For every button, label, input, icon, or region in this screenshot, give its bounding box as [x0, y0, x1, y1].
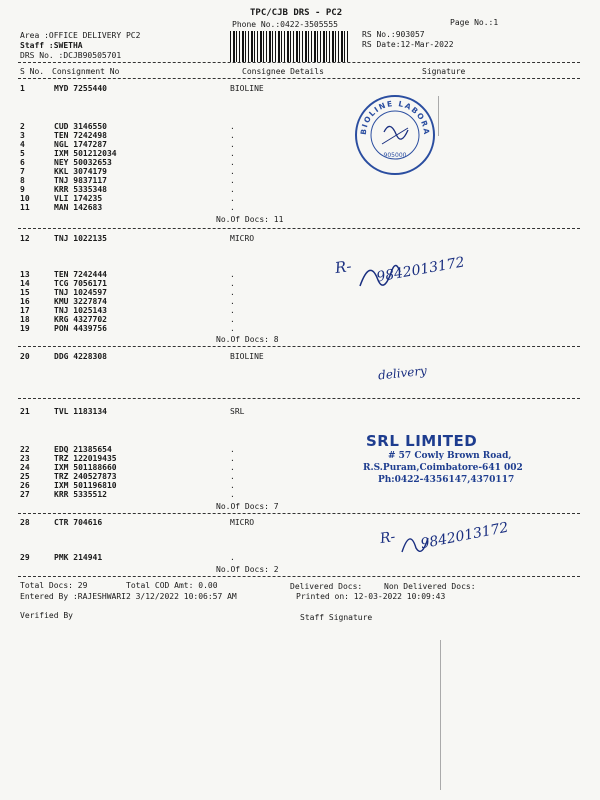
row-consignee: SRL [230, 407, 245, 416]
row-consignee: . [230, 472, 235, 481]
column-consignee-details: Consignee Details [242, 67, 324, 76]
docs-count: No.Of Docs: 8 [216, 335, 279, 344]
row-consignment: DDG 4228308 [54, 352, 107, 361]
row-sno: 22 [20, 445, 30, 454]
row-sno: 7 [20, 167, 25, 176]
handwritten-delivery-note: delivery [377, 363, 428, 383]
entered-by: Entered By :RAJESHWARI2 3/12/2022 10:06:57 AM [20, 592, 237, 601]
row-sno: 14 [20, 279, 30, 288]
row-consignment: TNJ 1022135 [54, 234, 107, 243]
staff-label: Staff :SWETHA [20, 41, 83, 50]
divider [18, 228, 580, 229]
row-consignment: IXM 501196810 [54, 481, 117, 490]
rs-number: RS No.:903057 [362, 30, 425, 39]
row-sno: 28 [20, 518, 30, 527]
row-sno: 24 [20, 463, 30, 472]
row-consignee: . [230, 270, 235, 279]
row-consignment: TNJ 1025143 [54, 306, 107, 315]
row-consignment: KRG 4327702 [54, 315, 107, 324]
row-sno: 25 [20, 472, 30, 481]
row-consignment: EDQ 21385654 [54, 445, 112, 454]
handwritten-phone-1: 9842013172 [375, 254, 466, 286]
row-consignment: TNJ 9837117 [54, 176, 107, 185]
srl-stamp-phone: Ph:0422-4356147,4370117 [378, 475, 515, 485]
row-consignment: TRZ 122019435 [54, 454, 117, 463]
row-consignment: IXM 501212034 [54, 149, 117, 158]
row-sno: 17 [20, 306, 30, 315]
docs-count: No.Of Docs: 2 [216, 565, 279, 574]
row-consignment: KKL 3074179 [54, 167, 107, 176]
handwritten-sign-1: R- [333, 256, 353, 278]
row-sno: 20 [20, 352, 30, 361]
row-sno: 10 [20, 194, 30, 203]
verified-by: Verified By [20, 611, 73, 620]
row-consignee: MICRO [230, 518, 255, 527]
divider [18, 398, 580, 399]
row-sno: 2 [20, 122, 25, 131]
row-sno: 15 [20, 288, 30, 297]
row-consignee: . [230, 131, 235, 140]
row-consignment: CTR 704616 [54, 518, 103, 527]
row-sno: 27 [20, 490, 30, 499]
row-sno: 6 [20, 158, 25, 167]
row-consignee: . [230, 553, 235, 562]
divider [18, 62, 580, 63]
row-consignee: . [230, 203, 235, 212]
row-consignment: VLI 174235 [54, 194, 103, 203]
row-consignment: TEN 7242498 [54, 131, 107, 140]
row-consignment: TNJ 1024597 [54, 288, 107, 297]
total-cod-amount: Total COD Amt: 0.00 [126, 581, 218, 590]
total-docs: Total Docs: 29 [20, 581, 88, 590]
row-consignment: TRZ 240527873 [54, 472, 117, 481]
phone-number: Phone No.:0422-3505555 [232, 20, 338, 29]
page-number: Page No.:1 [450, 18, 499, 27]
row-consignment: NGL 1747287 [54, 140, 107, 149]
row-consignment: TCG 7056171 [54, 279, 107, 288]
row-sno: 23 [20, 454, 30, 463]
row-consignee: . [230, 490, 235, 499]
divider [18, 346, 580, 347]
rs-date: RS Date:12-Mar-2022 [362, 40, 454, 49]
row-consignment: TEN 7242444 [54, 270, 107, 279]
srl-stamp-address-1: # 57 Cowly Brown Road, [388, 451, 512, 461]
srl-stamp-name: SRL LIMITED [366, 432, 478, 450]
signature-scribble [396, 524, 436, 564]
row-consignment: MYD 7255440 [54, 84, 107, 93]
row-sno: 18 [20, 315, 30, 324]
row-consignment: CUD 3146550 [54, 122, 107, 131]
row-sno: 26 [20, 481, 30, 490]
row-consignee: BIOLINE [230, 84, 264, 93]
row-consignee: . [230, 445, 235, 454]
row-consignment: KMU 3227874 [54, 297, 107, 306]
row-sno: 9 [20, 185, 25, 194]
row-sno: 19 [20, 324, 30, 333]
row-sno: 1 [20, 84, 25, 93]
row-consignee: . [230, 288, 235, 297]
row-consignee: . [230, 122, 235, 131]
handwritten-sign-2: R- [378, 528, 397, 548]
row-consignee: . [230, 167, 235, 176]
row-consignment: MAN 142683 [54, 203, 103, 212]
delivered-docs: Delivered Docs: [290, 582, 363, 591]
row-sno: 3 [20, 131, 25, 140]
row-consignee: . [230, 306, 235, 315]
bioline-laboratory-stamp [354, 94, 436, 176]
scan-line [438, 96, 439, 136]
row-consignment: PON 4439756 [54, 324, 107, 333]
row-consignee: BIOLINE [230, 352, 264, 361]
row-consignee: . [230, 158, 235, 167]
row-consignee: . [230, 481, 235, 490]
divider [18, 576, 580, 577]
svg-text:BIOLINE LABORATORY [354, 94, 431, 136]
row-sno: 16 [20, 297, 30, 306]
row-sno: 12 [20, 234, 30, 243]
printed-on: Printed on: 12-03-2022 10:09:43 [296, 592, 446, 601]
row-consignee: . [230, 149, 235, 158]
row-consignee: . [230, 324, 235, 333]
row-sno: 8 [20, 176, 25, 185]
area-label: Area :OFFICE DELIVERY PC2 [20, 31, 141, 40]
column-consignment: Consignment No [52, 67, 120, 76]
row-consignee: . [230, 279, 235, 288]
row-consignee: . [230, 140, 235, 149]
row-sno: 5 [20, 149, 25, 158]
row-consignee: . [230, 185, 235, 194]
signature-scribble [352, 256, 402, 304]
row-sno: 21 [20, 407, 30, 416]
row-sno: 29 [20, 553, 30, 562]
srl-stamp-address-2: R.S.Puram,Coimbatore-641 002 [363, 463, 523, 473]
row-consignee: . [230, 194, 235, 203]
handwritten-phone-2: 9842013172 [419, 519, 510, 553]
row-consignee: . [230, 454, 235, 463]
barcode [230, 31, 350, 62]
row-consignment: NEY 50032653 [54, 158, 112, 167]
column-sno: S No. [20, 67, 45, 76]
docs-count: No.Of Docs: 11 [216, 215, 284, 224]
docs-count: No.Of Docs: 7 [216, 502, 279, 511]
divider [18, 78, 580, 79]
drs-number: DRS No. :DCJB90505701 [20, 51, 122, 60]
row-consignment: KRR 5335512 [54, 490, 107, 499]
stamp-lab-code: 905000 [383, 152, 407, 159]
report-title: TPC/CJB DRS - PC2 [250, 8, 343, 18]
row-sno: 11 [20, 203, 30, 212]
scan-line [440, 640, 441, 790]
row-consignee: . [230, 463, 235, 472]
non-delivered-docs: Non Delivered Docs: [384, 582, 476, 591]
row-sno: 4 [20, 140, 25, 149]
row-consignee: . [230, 176, 235, 185]
row-consignment: IXM 501188660 [54, 463, 117, 472]
row-consignee: . [230, 297, 235, 306]
column-signature: Signature [422, 67, 466, 76]
row-consignment: KRR 5335348 [54, 185, 107, 194]
stamp-lab-name: BIOLINE LABORA [358, 98, 432, 136]
row-sno: 13 [20, 270, 30, 279]
row-consignee: MICRO [230, 234, 255, 243]
row-consignment: TVL 1183134 [54, 407, 107, 416]
row-consignment: PMK 214941 [54, 553, 103, 562]
divider [18, 513, 580, 514]
row-consignee: . [230, 315, 235, 324]
staff-signature-label: Staff Signature [300, 613, 373, 622]
